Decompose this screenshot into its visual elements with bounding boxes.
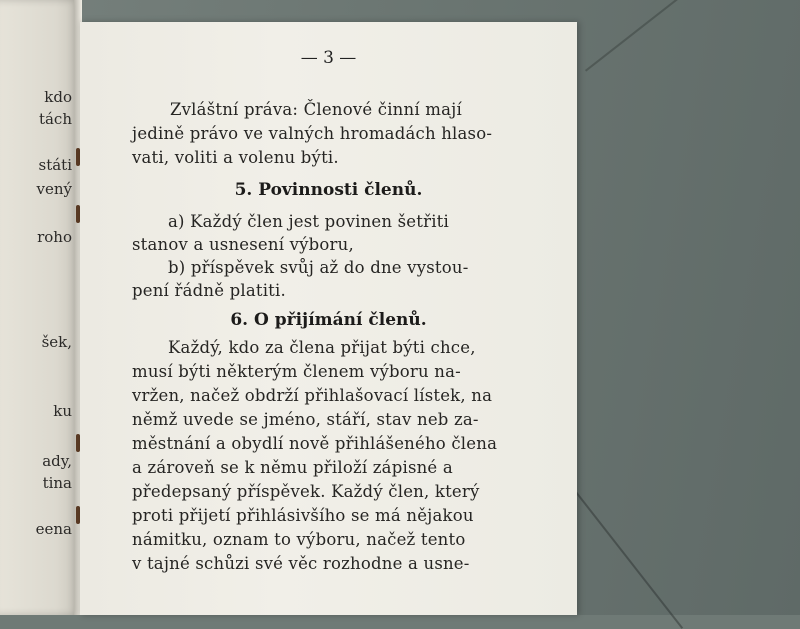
body-line: a zároveň se k němu přiloží zápisné a: [132, 458, 453, 477]
body-line: v tajné schůzi své věc rozhodne a usne-: [132, 554, 470, 573]
body-line: musí býti některým členem výboru na-: [132, 362, 461, 381]
body-line: b) příspěvek svůj až do dne vystou-: [168, 258, 469, 277]
left-page-fragment: ku: [53, 402, 72, 420]
left-page-fragment: kdo: [44, 88, 72, 106]
body-line: proti přijetí přihlásivšího se má nějakou: [132, 506, 474, 525]
page-number: — 3 —: [300, 48, 357, 68]
body-line: jedině právo ve valných hromadách hlaso-: [132, 124, 493, 143]
body-line: Zvláštní práva: Členové činní mají: [170, 100, 462, 119]
body-line: stanov a usnesení výboru,: [132, 235, 354, 254]
body-line: němž uvede se jméno, stáří, stav neb za-: [132, 410, 479, 429]
body-line: předepsaný příspěvek. Každý člen, který: [132, 482, 480, 501]
left-page-fragment: ady,: [42, 452, 72, 470]
left-page-fragment: tina: [42, 474, 72, 492]
body-line: vržen, načež obdrží přihlašovací lístek, na: [132, 386, 493, 405]
body-line: městnání a obydlí nově přihlášeného člena: [132, 434, 498, 453]
left-page-fragment: šek,: [41, 333, 72, 351]
left-page-fragment: státi: [38, 156, 72, 174]
body-line: námitku, oznam to výboru, načež tento: [132, 530, 466, 549]
body-line: Každý, kdo za člena přijat býti chce,: [168, 338, 476, 357]
body-line: vati, voliti a volenu býti.: [132, 148, 339, 167]
left-page-fragment: eena: [35, 520, 72, 538]
left-page-fragment: vený: [36, 180, 72, 198]
left-page: [0, 0, 80, 615]
body-line: pení řádně platiti.: [132, 281, 286, 300]
body-line: a) Každý člen jest povinen šetřiti: [168, 212, 449, 231]
left-page-fragment: tách: [38, 110, 72, 128]
right-page: [80, 22, 577, 615]
section-heading: 6. O přijímání členů.: [230, 310, 427, 330]
left-page-fragment: roho: [37, 228, 72, 246]
section-heading: 5. Povinnosti členů.: [234, 180, 423, 200]
